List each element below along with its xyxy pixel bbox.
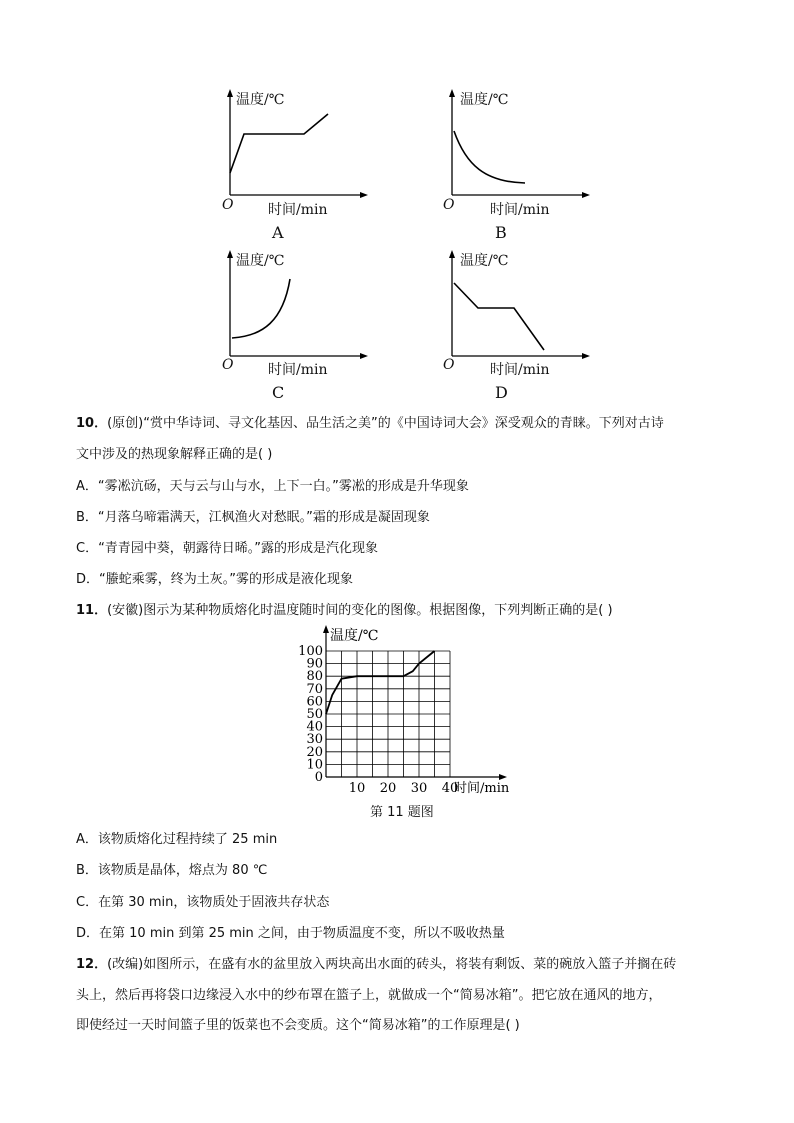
q10-option-c: C．“青青园中葵，朝露待日晞。”露的形成是汽化现象 bbox=[76, 541, 379, 556]
y-tick-label: 50 bbox=[306, 707, 323, 722]
graph-a-curve bbox=[230, 114, 328, 173]
q10-line1 bbox=[76, 414, 664, 434]
graph-a-origin: O bbox=[222, 197, 234, 213]
graph-b-letter: B bbox=[495, 223, 507, 242]
q10-option-a: A．“雾凇沆砀，天与云与山与水，上下一白。”雾凇的形成是升华现象 bbox=[76, 479, 469, 494]
q11-option-d: D．在第 10 min 到第 25 min 之间，由于物质温度不变，所以不吸收热量 bbox=[76, 926, 505, 941]
q11-caption: 第 11 题图 bbox=[370, 805, 434, 820]
y-tick-label: 0 bbox=[314, 770, 323, 785]
small-graph-a bbox=[218, 85, 368, 245]
y-tick-label: 10 bbox=[306, 757, 323, 773]
small-graph-c bbox=[218, 246, 368, 406]
x-tick-label: 20 bbox=[379, 781, 397, 796]
q12-line1 bbox=[76, 955, 676, 975]
graph-b-ylabel: 温度/℃ bbox=[460, 92, 509, 108]
graph-c-letter: C bbox=[272, 383, 285, 402]
y-tick-label: 90 bbox=[306, 656, 323, 672]
q11-number: 11． bbox=[76, 603, 108, 618]
graph-a-svg bbox=[218, 85, 368, 245]
y-tick-label: 30 bbox=[306, 732, 323, 748]
y-tick-label: 40 bbox=[306, 719, 323, 735]
x-axis-label: 时间/min bbox=[454, 781, 510, 796]
graph-a-letter: A bbox=[272, 223, 284, 242]
y-tick-label: 20 bbox=[306, 744, 323, 760]
q11-option-a: A．该物质熔化过程持续了 25 min bbox=[76, 832, 278, 847]
graph-c-xlabel: 时间/min bbox=[268, 362, 328, 378]
q12-line3: 即使经过一天时间篮子里的饭菜也不会变质。这个“简易冰箱”的工作原理是( ) bbox=[76, 1018, 520, 1033]
y-axis-arrow bbox=[323, 625, 329, 633]
y-tick-label: 70 bbox=[306, 681, 323, 697]
q12-text-line1: (改编)如图所示，在盛有水的盆里放入两块高出水面的砖头，将装有剩饭、菜的碗放入篮子并搁在砖 bbox=[107, 957, 677, 972]
q11-chart bbox=[290, 622, 510, 800]
graph-b-curve bbox=[454, 131, 525, 183]
graph-d-ylabel: 温度/℃ bbox=[460, 253, 509, 269]
q10-text-line1: (原创)“赏中华诗词、寻文化基因、品生活之美”的《中国诗词大会》深受观众的青睐。下列对古诗 bbox=[107, 416, 664, 431]
q11-text-line1: (安徽)图示为某种物质熔化时温度随时间的变化的图像。根据图像，下列判断正确的是( ) bbox=[107, 603, 613, 618]
q10-option-b: B．“月落乌啼霜满天，江枫渔火对愁眠。”霜的形成是凝固现象 bbox=[76, 510, 430, 525]
x-axis-arrow bbox=[499, 774, 507, 780]
graph-b-svg bbox=[440, 85, 590, 245]
graph-d-svg bbox=[440, 246, 590, 406]
q10-number: 10． bbox=[76, 416, 108, 431]
graph-c-origin: O bbox=[222, 357, 234, 373]
y-axis-label: 温度/℃ bbox=[330, 628, 379, 644]
graph-b-origin: O bbox=[443, 197, 455, 213]
graph-c-curve bbox=[232, 279, 290, 338]
graph-c-svg bbox=[218, 246, 368, 406]
x-tick-label: 30 bbox=[410, 781, 428, 796]
q11-chart-svg bbox=[290, 622, 510, 800]
q12-line2: 头上，然后再将袋口边缘浸入水中的纱布罩在篮子上，就做成一个“简易冰箱”。把它放在通风的地方， bbox=[76, 988, 662, 1003]
graph-b-xlabel: 时间/min bbox=[490, 202, 550, 218]
graph-d-xlabel: 时间/min bbox=[490, 362, 550, 378]
q11-option-c: C．在第 30 min，该物质处于固液共存状态 bbox=[76, 895, 330, 910]
series-line bbox=[326, 651, 435, 714]
graph-a-xlabel: 时间/min bbox=[268, 202, 328, 218]
q11-line1 bbox=[76, 601, 613, 621]
small-graph-d bbox=[440, 246, 590, 406]
y-tick-label: 60 bbox=[306, 694, 323, 710]
q10-line2: 文中涉及的热现象解释正确的是( ) bbox=[76, 447, 273, 462]
q10-option-d: D．“螣蛇乘雾，终为土灰。”雾的形成是液化现象 bbox=[76, 572, 353, 587]
graph-d-curve bbox=[454, 283, 544, 350]
x-tick-label: 10 bbox=[348, 781, 366, 796]
y-tick-label: 100 bbox=[298, 644, 323, 659]
y-tick-label: 80 bbox=[306, 669, 323, 685]
q12-number: 12． bbox=[76, 957, 108, 972]
x-tick-label: 40 bbox=[441, 781, 459, 796]
q11-option-b: B．该物质是晶体，熔点为 80 ℃ bbox=[76, 863, 268, 878]
graph-d-origin: O bbox=[443, 357, 455, 373]
small-graph-b bbox=[440, 85, 590, 245]
graph-d-letter: D bbox=[495, 383, 508, 402]
graph-a-ylabel: 温度/℃ bbox=[236, 92, 285, 108]
graph-c-ylabel: 温度/℃ bbox=[236, 253, 285, 269]
